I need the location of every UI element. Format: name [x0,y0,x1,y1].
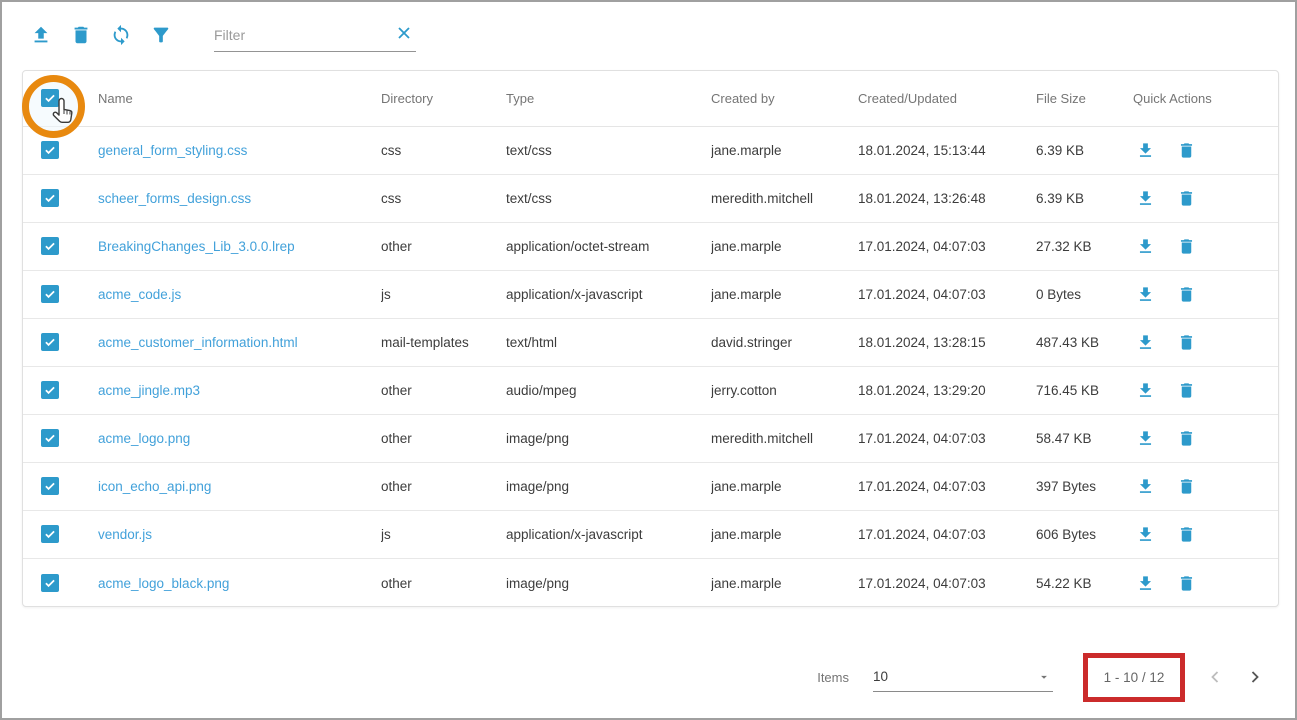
type-cell: application/x-javascript [506,287,643,302]
directory-cell: other [381,479,412,494]
filter-funnel-icon[interactable] [150,24,172,46]
type-cell: application/x-javascript [506,527,643,542]
created-updated-cell: 17.01.2024, 04:07:03 [858,287,986,302]
created-updated-cell: 17.01.2024, 04:07:03 [858,575,986,591]
column-header-directory[interactable]: Directory [381,91,434,106]
file-name-link[interactable]: general_form_styling.css [98,143,248,158]
file-size-cell: 397 Bytes [1036,479,1097,494]
file-size-cell: 0 Bytes [1036,287,1082,302]
table-row [23,511,1278,559]
row-checkbox[interactable] [41,525,59,543]
created-by-cell: jane.marple [711,479,782,494]
file-size-cell: 606 Bytes [1036,527,1097,542]
created-by-cell: jerry.cotton [711,383,777,398]
download-icon[interactable] [1135,189,1155,209]
download-icon[interactable] [1135,141,1155,161]
type-cell: application/octet-stream [506,239,650,254]
file-name-link[interactable]: BreakingChanges_Lib_3.0.0.lrep [98,239,295,254]
created-by-cell: david.stringer [711,335,793,350]
row-checkbox[interactable] [41,477,59,495]
page-size-value: 10 [873,669,889,684]
table-row [23,415,1278,463]
select-all-checkbox[interactable] [41,89,59,107]
red-box-annotation [1083,653,1185,702]
row-checkbox[interactable] [41,141,59,159]
clear-filter-icon[interactable] [396,25,412,41]
delete-icon[interactable] [1176,189,1196,209]
directory-cell: js [381,287,391,302]
delete-icon[interactable] [1176,381,1196,401]
file-size-cell: 6.39 KB [1036,143,1085,158]
pagination-bar [817,647,1267,707]
table-row [23,463,1278,511]
row-checkbox[interactable] [41,381,59,399]
download-icon[interactable] [1135,525,1155,545]
table-row [23,319,1278,367]
type-cell: image/png [506,575,570,591]
delete-icon[interactable] [1176,477,1196,497]
table-row [23,223,1278,271]
file-name-link[interactable]: acme_jingle.mp3 [98,383,201,398]
row-checkbox[interactable] [41,189,59,207]
type-cell: image/png [506,479,570,494]
directory-cell: css [381,191,402,206]
delete-icon[interactable] [70,24,92,46]
type-cell: text/html [506,335,558,350]
delete-icon[interactable] [1176,573,1196,593]
directory-cell: other [381,431,412,446]
created-updated-cell: 18.01.2024, 13:29:20 [858,383,986,398]
file-name-link[interactable]: icon_echo_api.png [98,479,212,494]
column-header-type[interactable]: Type [506,91,535,106]
directory-cell: mail-templates [381,335,469,350]
type-cell: text/css [506,191,552,206]
column-header-quick-actions: Quick Actions [1133,91,1212,106]
items-label: Items [817,669,849,685]
table-row [23,271,1278,319]
table-row [23,175,1278,223]
download-icon[interactable] [1135,381,1155,401]
file-size-cell: 6.39 KB [1036,191,1085,206]
table-body [23,127,1278,607]
directory-cell: css [381,143,402,158]
file-size-cell: 54.22 KB [1036,575,1092,591]
directory-cell: other [381,239,412,254]
upload-icon[interactable] [30,24,52,46]
file-name-link[interactable]: scheer_forms_design.css [98,191,252,206]
file-name-link[interactable]: acme_logo.png [98,431,191,446]
download-icon[interactable] [1135,477,1155,497]
file-table-card [22,70,1279,607]
delete-icon[interactable] [1176,285,1196,305]
file-size-cell: 58.47 KB [1036,431,1092,446]
file-name-link[interactable]: acme_logo_black.png [98,575,230,591]
table-header [23,71,1278,127]
refresh-icon[interactable] [110,24,132,46]
file-name-link[interactable]: vendor.js [98,527,153,542]
row-checkbox[interactable] [41,333,59,351]
delete-icon[interactable] [1176,141,1196,161]
download-icon[interactable] [1135,333,1155,353]
created-updated-cell: 17.01.2024, 04:07:03 [858,527,986,542]
created-by-cell: meredith.mitchell [711,431,814,446]
created-updated-cell: 17.01.2024, 04:07:03 [858,431,986,446]
created-updated-cell: 17.01.2024, 04:07:03 [858,479,986,494]
filter-input[interactable] [214,27,384,43]
created-updated-cell: 18.01.2024, 13:28:15 [858,335,986,350]
next-page-icon[interactable] [1243,665,1267,689]
type-cell: text/css [506,143,552,158]
delete-icon[interactable] [1176,333,1196,353]
file-size-cell: 27.32 KB [1036,239,1092,254]
created-by-cell: jane.marple [711,143,782,158]
created-updated-cell: 18.01.2024, 15:13:44 [858,143,986,158]
delete-icon[interactable] [1176,429,1196,449]
page-size-select[interactable] [873,662,1053,692]
column-header-file-size[interactable]: File Size [1036,91,1086,106]
column-header-name[interactable]: Name [98,91,133,106]
download-icon[interactable] [1135,237,1155,257]
previous-page-icon[interactable] [1203,665,1227,689]
download-icon[interactable] [1135,573,1155,593]
directory-cell: other [381,575,412,591]
created-by-cell: jane.marple [711,575,782,591]
file-size-cell: 487.43 KB [1036,335,1100,350]
created-by-cell: jane.marple [711,239,782,254]
filter-field [214,18,416,52]
created-by-cell: meredith.mitchell [711,191,814,206]
column-header-created-by[interactable]: Created by [711,91,775,106]
download-icon[interactable] [1135,285,1155,305]
created-by-cell: jane.marple [711,527,782,542]
delete-icon[interactable] [1176,237,1196,257]
type-cell: image/png [506,431,570,446]
directory-cell: js [381,527,391,542]
chevron-down-icon [1037,670,1051,684]
created-by-cell: jane.marple [711,287,782,302]
table-row [23,367,1278,415]
file-size-cell: 716.45 KB [1036,383,1100,398]
file-name-link[interactable]: acme_code.js [98,287,182,302]
file-name-link[interactable]: acme_customer_information.html [98,335,298,350]
created-updated-cell: 17.01.2024, 04:07:03 [858,239,986,254]
toolbar [2,2,1295,68]
table-row [23,127,1278,175]
row-checkbox[interactable] [41,237,59,255]
row-checkbox[interactable] [41,574,59,592]
row-checkbox[interactable] [41,429,59,447]
row-checkbox[interactable] [41,285,59,303]
page-range-label: 1 - 10 / 12 [1103,669,1165,685]
table-row [23,559,1278,607]
download-icon[interactable] [1135,429,1155,449]
directory-cell: other [381,383,412,398]
type-cell: audio/mpeg [506,383,577,398]
column-header-created-updated[interactable]: Created/Updated [858,91,958,106]
delete-icon[interactable] [1176,525,1196,545]
created-updated-cell: 18.01.2024, 13:26:48 [858,191,986,206]
